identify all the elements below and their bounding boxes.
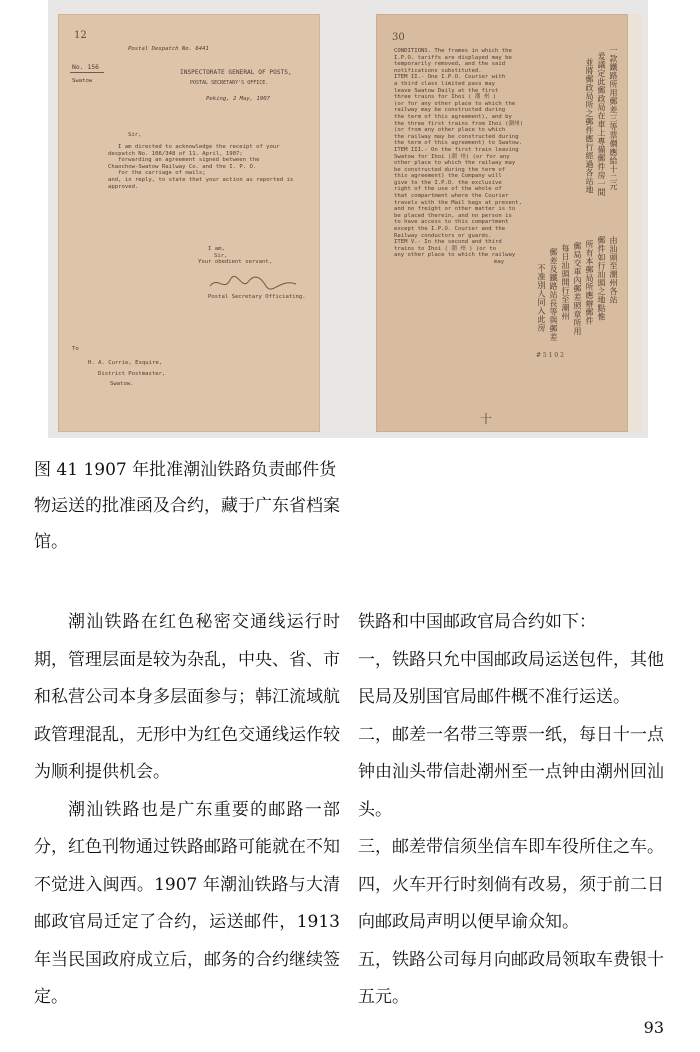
office-title: INSPECTORATE GENERAL OF POSTS, (180, 69, 292, 76)
agreement-line: temporarily removed, and the said (394, 61, 506, 68)
agreement-line: railway may be constructed during (394, 107, 506, 114)
agreement-line: to have access to this compartment (394, 219, 509, 226)
closing-line: Your obedient servant, (198, 259, 273, 266)
agreement-line: other place to which the railway may (394, 160, 516, 167)
addressee-block (88, 360, 166, 388)
addressee-line: District Postmaster, (98, 370, 166, 377)
agreement-line: be placed therein, and no person is (394, 212, 512, 219)
approval-letter-image (58, 14, 320, 432)
agreement-item: 一，铁路只允中国邮政局运送包件，其他民局及别国官局邮件概不准行运送。 (358, 649, 664, 707)
left-page-mark: 12 (74, 30, 87, 41)
despatch-number: Postal Despatch No. 6441 (128, 46, 209, 52)
left-text-column (34, 604, 340, 1017)
chinese-column: 爰議定此郵政局在車上專備郵件房一間 (597, 52, 606, 197)
agreement-line: ITEM III.- On the first train leaving (394, 146, 519, 153)
agreement-line: the term of this agreement) to Swatow. (394, 140, 522, 147)
right-page-mark: 30 (392, 32, 405, 43)
body-line: approved. (108, 183, 139, 190)
chinese-column: 郵差及鐵路站長等與郵差 (549, 248, 558, 342)
chinese-column: 一款鐵路所用郵差三等票價應給十二元 (609, 46, 618, 191)
agreement-line: the three first trains from Ihoi (潮州) (394, 120, 524, 127)
agreement-line: leave Swatow Daily at the first (394, 87, 499, 94)
agreement-line: ITEM II.- One I.P.O. Courier with (394, 74, 506, 81)
no-underline (70, 72, 104, 73)
agreement-line: that compartment where the Courier (394, 193, 509, 200)
agreement-line: the railway may be constructed during (394, 133, 519, 140)
agreement-line: any other place to which the railway (394, 252, 516, 259)
right-text-column (358, 604, 670, 1017)
paragraph: 潮汕铁路也是广东重要的邮路一部分，红色刊物通过铁路邮路可能就在不知不觉进入闽西。1907 年潮汕铁路与大清邮政官局迁定了合约，运送邮件，1913 年当民国政府成立后，邮务的合约继续签定。 (34, 799, 340, 1007)
agreement-line: I.P.O. tariffs are displayed may be (394, 54, 512, 61)
agreement-line: and no freight or other matter is to (394, 206, 516, 213)
closing-line: I am, (208, 246, 225, 252)
closing-line: Sir, (214, 252, 228, 259)
chinese-column: 每日汕頭開行至潮州 (561, 244, 570, 321)
letter-closing (198, 246, 272, 266)
agreement-typed-text (394, 48, 544, 266)
agreement-line: trains to Ihoi ( 潮 州 ) (or to (394, 245, 497, 252)
signature-title: Postal Secretary Officiating. (208, 294, 306, 300)
body-line: for the carriage of mails; (118, 170, 206, 177)
chinese-column: 並將郵政局所之郵件應行經過各站地 (585, 58, 594, 194)
agreement-line: notifications substituted. (394, 67, 482, 74)
agreement-line: Swatow for Ihoi (潮 州) (or for any (394, 153, 510, 160)
chinese-column: 由汕頭至潮州各站 (609, 236, 618, 304)
margin-numeral: 十 (480, 412, 493, 426)
agreement-line: be constructed during the term of (394, 166, 506, 173)
agreement-line: three trains for Ihoi ( 潮 州 ) (394, 94, 497, 101)
body-line: I am directed to acknowledge the receipt of your (118, 144, 280, 150)
addressee-line: H. A. Currie, Esquire, (88, 360, 163, 366)
agreement-line: CONDITIONS. The frames in which the (394, 48, 512, 54)
page-number: 93 (643, 1018, 664, 1037)
chinese-column: 所有本郵局所應辦郵件 (585, 240, 594, 325)
chinese-column: 不准別人同入此房 (537, 264, 546, 332)
railway-agreement-image (376, 14, 628, 432)
agreement-line: give to the I.P.O. the exclusive (394, 179, 502, 186)
letter-body (108, 144, 293, 190)
page-edge (628, 14, 642, 432)
agreement-line: right of the use of the whole of (394, 186, 502, 193)
agreement-line: (or from any other place to which (394, 127, 506, 134)
agreement-line: (or for any other place to which the (394, 100, 516, 107)
letter-date: Peking, 2 May, 1907 (206, 96, 270, 102)
body-line: Chaochow-Swatow Railway Co. and the I. P. O. (108, 163, 257, 170)
body-line: despatch No. 106/348 of 11. April, 1907; (108, 150, 243, 157)
figure-caption: 图 41 1907 年批准潮汕铁路负责邮件货物运送的批准函及合约，藏于广东省档案馆。 (34, 460, 340, 552)
agreement-line: this agreement) the Company will (394, 173, 502, 180)
handwritten-signature-icon (208, 272, 300, 294)
addressee-line: Swatow. (110, 381, 134, 388)
agreement-intro: 铁路和中国邮政官局合约如下： (358, 612, 596, 632)
agreement-item: 四，火车开行时刻倘有改易，须于前二日向邮政局声明以便早谕众知。 (358, 874, 664, 932)
no-label: No. 156 (72, 63, 99, 71)
chinese-column: 郵件如行汕頭之地點惟 (597, 236, 606, 321)
agreement-line: the term of this agreement), and by (394, 113, 512, 120)
addressee-to: To (72, 346, 79, 352)
agreement-line: except the I.P.O. Courier and the (394, 226, 506, 233)
place-label: Swatow (72, 78, 93, 84)
agreement-line: a third class limited pass may (394, 80, 496, 87)
agreement-line: travels with the Mail bags at present, (394, 199, 522, 206)
body-line: forwarding an agreement signed between the (118, 157, 260, 164)
paragraph: 潮汕铁路在红色秘密交通线运行时期，管理层面是较为杂乱，中央、省、市和私营公司本身多层面参与；韩江流域航政管理混乱，无形中为红色交通线运作较为顺利提供机会。 (34, 612, 340, 782)
agreement-item: 五，铁路公司每月向邮政局领取车费银十五元。 (358, 949, 664, 1007)
agreement-line: may (494, 259, 505, 265)
side-number: # 5 1 0 2 (536, 352, 564, 359)
agreement-line: ITEM V.- In the second and third (394, 239, 502, 246)
agreement-line: Railway conductors or guards. (394, 232, 492, 239)
chinese-column: 郵局交車內郵差照章所用 (573, 242, 582, 336)
letter-salutation: Sir, (128, 132, 142, 138)
office-subtitle: POSTAL SECRETARY'S OFFICE. (190, 80, 269, 86)
agreement-item: 三，邮差带信须坐信车即车役所住之车。 (358, 837, 664, 857)
body-line: and, in reply, to state that your action as reported is (108, 176, 294, 183)
agreement-item: 二，邮差一名带三等票一纸，每日十一点钟由汕头带信赴潮州至一点钟由潮州回汕头。 (358, 724, 664, 820)
